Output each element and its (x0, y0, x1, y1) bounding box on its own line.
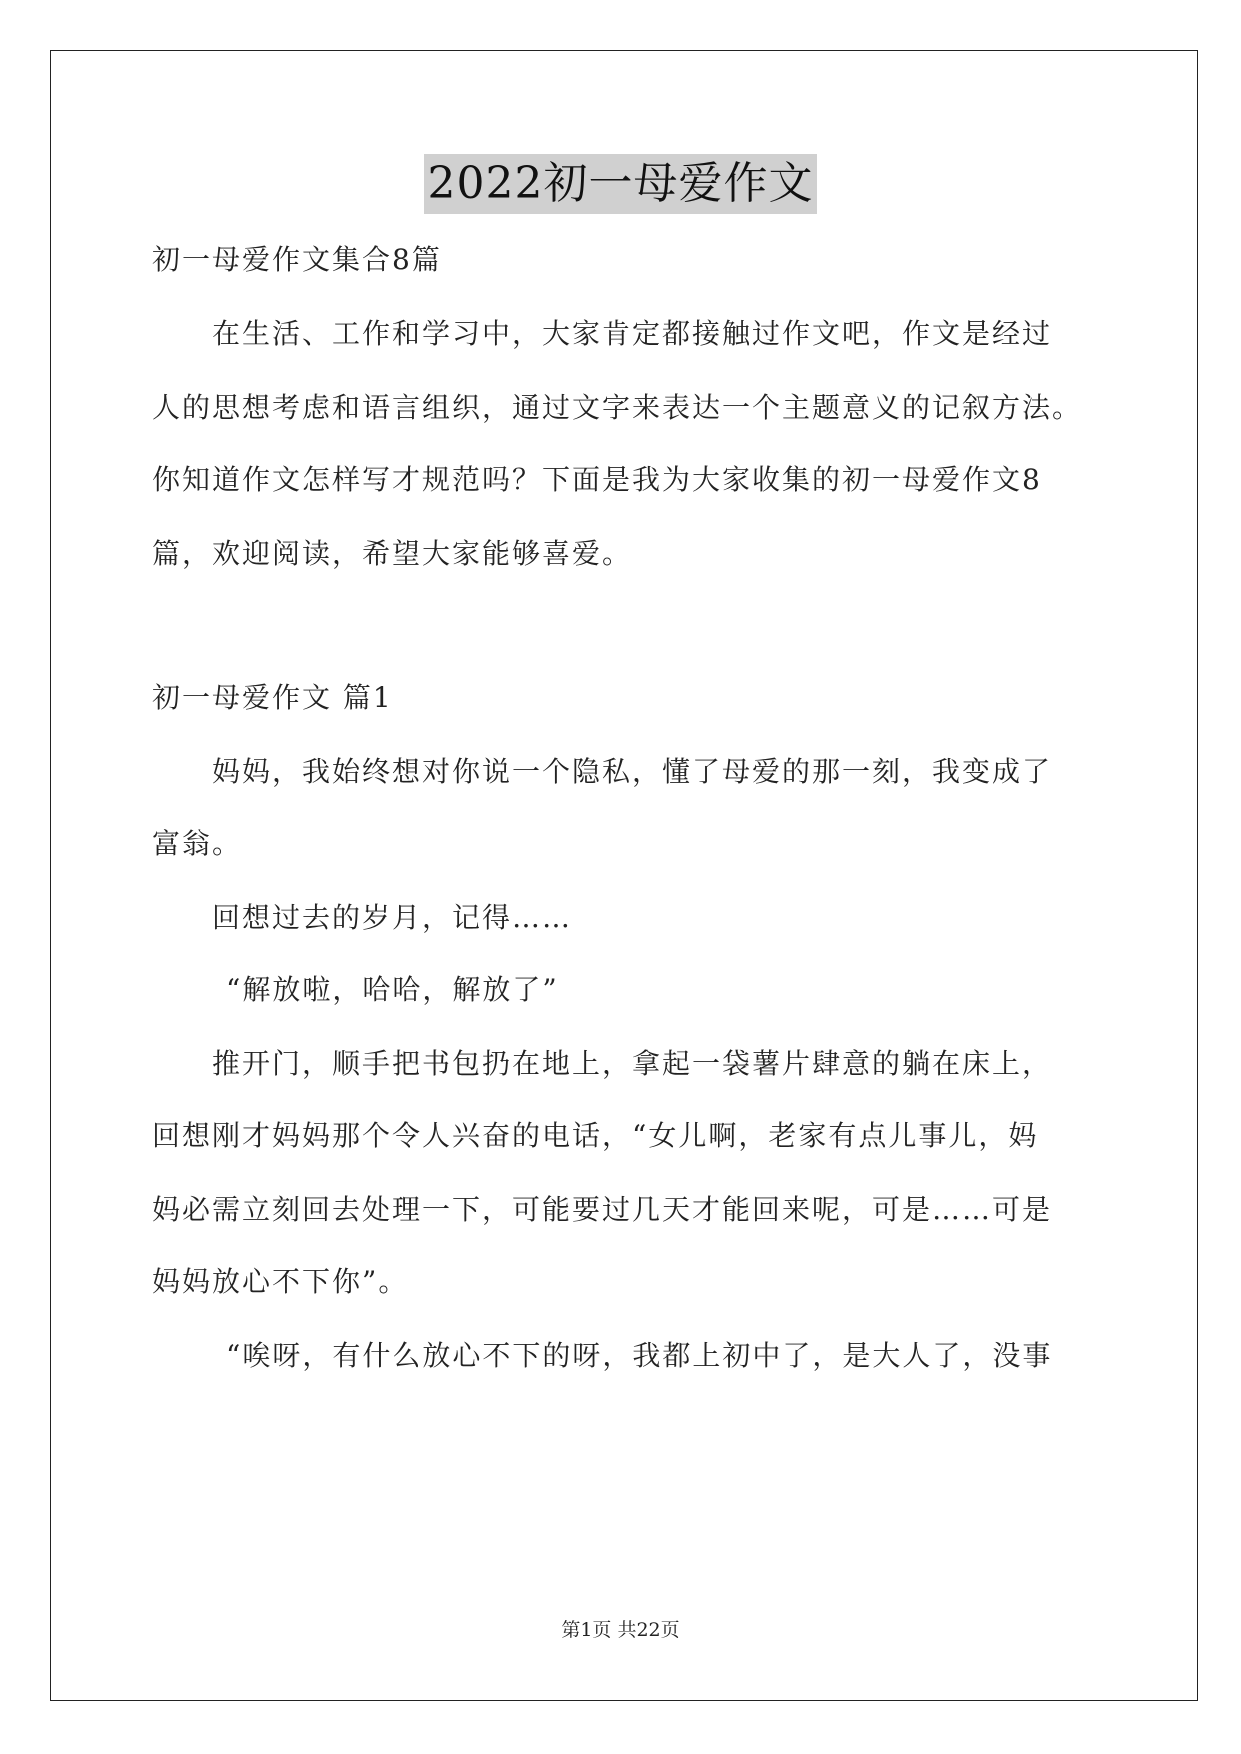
intro-paragraph-line: 你知道作文怎样写才规范吗？下面是我为大家收集的初一母爱作文8 (152, 463, 1042, 496)
intro-paragraph-line: 在生活、工作和学习中，大家肯定都接触过作文吧，作文是经过 (212, 317, 1053, 350)
body-paragraph-line: “唉呀，有什么放心不下的呀，我都上初中了，是大人了，没事 (226, 1339, 1053, 1372)
document-subtitle: 初一母爱作文集合8篇 (152, 243, 442, 276)
body-paragraph-line: 推开门，顺手把书包扔在地上，拿起一袋薯片肆意的躺在床上， (212, 1047, 1053, 1080)
body-paragraph-line: 妈妈，我始终想对你说一个隐私，懂了母爱的那一刻，我变成了 (212, 755, 1053, 788)
body-paragraph-line: 富翁。 (152, 827, 243, 860)
body-paragraph-line: 回想刚才妈妈那个令人兴奋的电话，“女儿啊，老家有点儿事儿，妈 (152, 1119, 1039, 1152)
body-paragraph-line: 回想过去的岁月，记得…… (212, 901, 573, 934)
page-border (50, 50, 1198, 1701)
intro-paragraph-line: 篇，欢迎阅读，希望大家能够喜爱。 (152, 537, 633, 570)
body-paragraph-line: “解放啦，哈哈，解放了” (226, 973, 559, 1006)
title-container (0, 154, 1241, 214)
section-heading: 初一母爱作文 篇1 (152, 681, 393, 714)
document-title: 2022初一母爱作文 (424, 154, 818, 214)
page-footer: 第1页 共22页 (561, 1619, 680, 1641)
body-paragraph-line: 妈必需立刻回去处理一下，可能要过几天才能回来呢，可是……可是 (152, 1193, 1053, 1226)
body-paragraph-line: 妈妈放心不下你”。 (152, 1265, 409, 1298)
intro-paragraph-line: 人的思想考虑和语言组织，通过文字来表达一个主题意义的记叙方法。 (152, 391, 1083, 424)
